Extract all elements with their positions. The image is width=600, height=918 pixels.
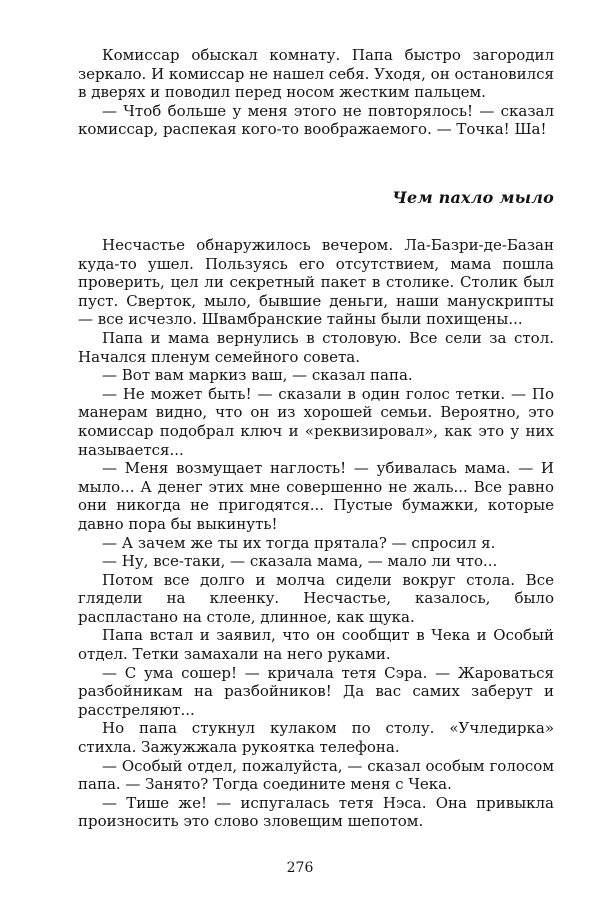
chapter-text-section bbox=[78, 236, 554, 831]
page-number: 276 bbox=[286, 860, 314, 876]
paragraph: Комиссар обыскал комнату. Папа быстро загородил зеркало. И комиссар не нашел себя. Уходя, он остановился в дверях и поводил перед носом жестким пальцем. bbox=[78, 46, 555, 102]
paragraph: — Особый отдел, пожалуйста, — сказал особым голосом папа. — Занято? Тогда соедините меня с Чека. bbox=[78, 756, 554, 794]
paragraph: — Не может быть! — сказали в один голос тетки. — По манерам видно, что он из хорошей семьи. Вероятно, это комиссар подобрал ключ и «реквизировал», как это у них называется... bbox=[78, 384, 554, 459]
chapter-title: Чем пахло мыло bbox=[392, 188, 554, 207]
paragraph: Потом все долго и молча сидели вокруг стола. Все глядели на клеенку. Несчастье, казалось, было распластано на столе, длинное, как щука. bbox=[78, 570, 554, 626]
paragraph: Несчастье обнаружилось вечером. Ла-Базри-де-Базан куда-то ушел. Пользуясь его отсутствием, мама пошла проверить, цел ли секретный пакет в столике. Столик был пуст. Сверток, мыло, бывшие деньги, наши манускрипты — все исчезло. Швамбранские тайны были похищены... bbox=[78, 236, 554, 329]
paragraph: — А зачем же ты их тогда прятала? — спросил я. bbox=[102, 533, 496, 552]
paragraph: Но папа стукнул кулаком по столу. «Учледирка» стихла. Зажужжала рукоятка телефона. bbox=[78, 719, 554, 757]
top-text-section bbox=[78, 46, 554, 139]
paragraph: Папа и мама вернулись в столовую. Все сели за стол. Начался пленум семейного совета. bbox=[78, 328, 554, 366]
paragraph: — Чтоб больше у меня этого не повторялось! — сказал комиссар, распекая кого-то воображаемого. — Точка! Ша! bbox=[78, 101, 554, 139]
paragraph: — Тише же! — испугалась тетя Нэса. Она привыкла произносить это слово зловещим шепотом. bbox=[78, 793, 554, 831]
paragraph: — Меня возмущает наглость! — убивалась мама. — И мыло... А денег этих мне совершенно не жаль... Все равно они никогда не пригодятся... Пустые бумажки, которые давно пора бы выкинуть! bbox=[78, 459, 554, 533]
paragraph: — Вот вам маркиз ваш, — сказал папа. bbox=[102, 366, 413, 385]
paragraph: — С ума сошер! — кричала тетя Сэра. — Жароваться разбойникам на разбойников! Да вас самих заберут и расстреляют... bbox=[78, 663, 554, 719]
paragraph: Папа встал и заявил, что он сообщит в Чека и Особый отдел. Тетки замахали на него руками. bbox=[78, 626, 554, 664]
paragraph: — Ну, все-таки, — сказала мама, — мало ли что... bbox=[102, 552, 498, 571]
